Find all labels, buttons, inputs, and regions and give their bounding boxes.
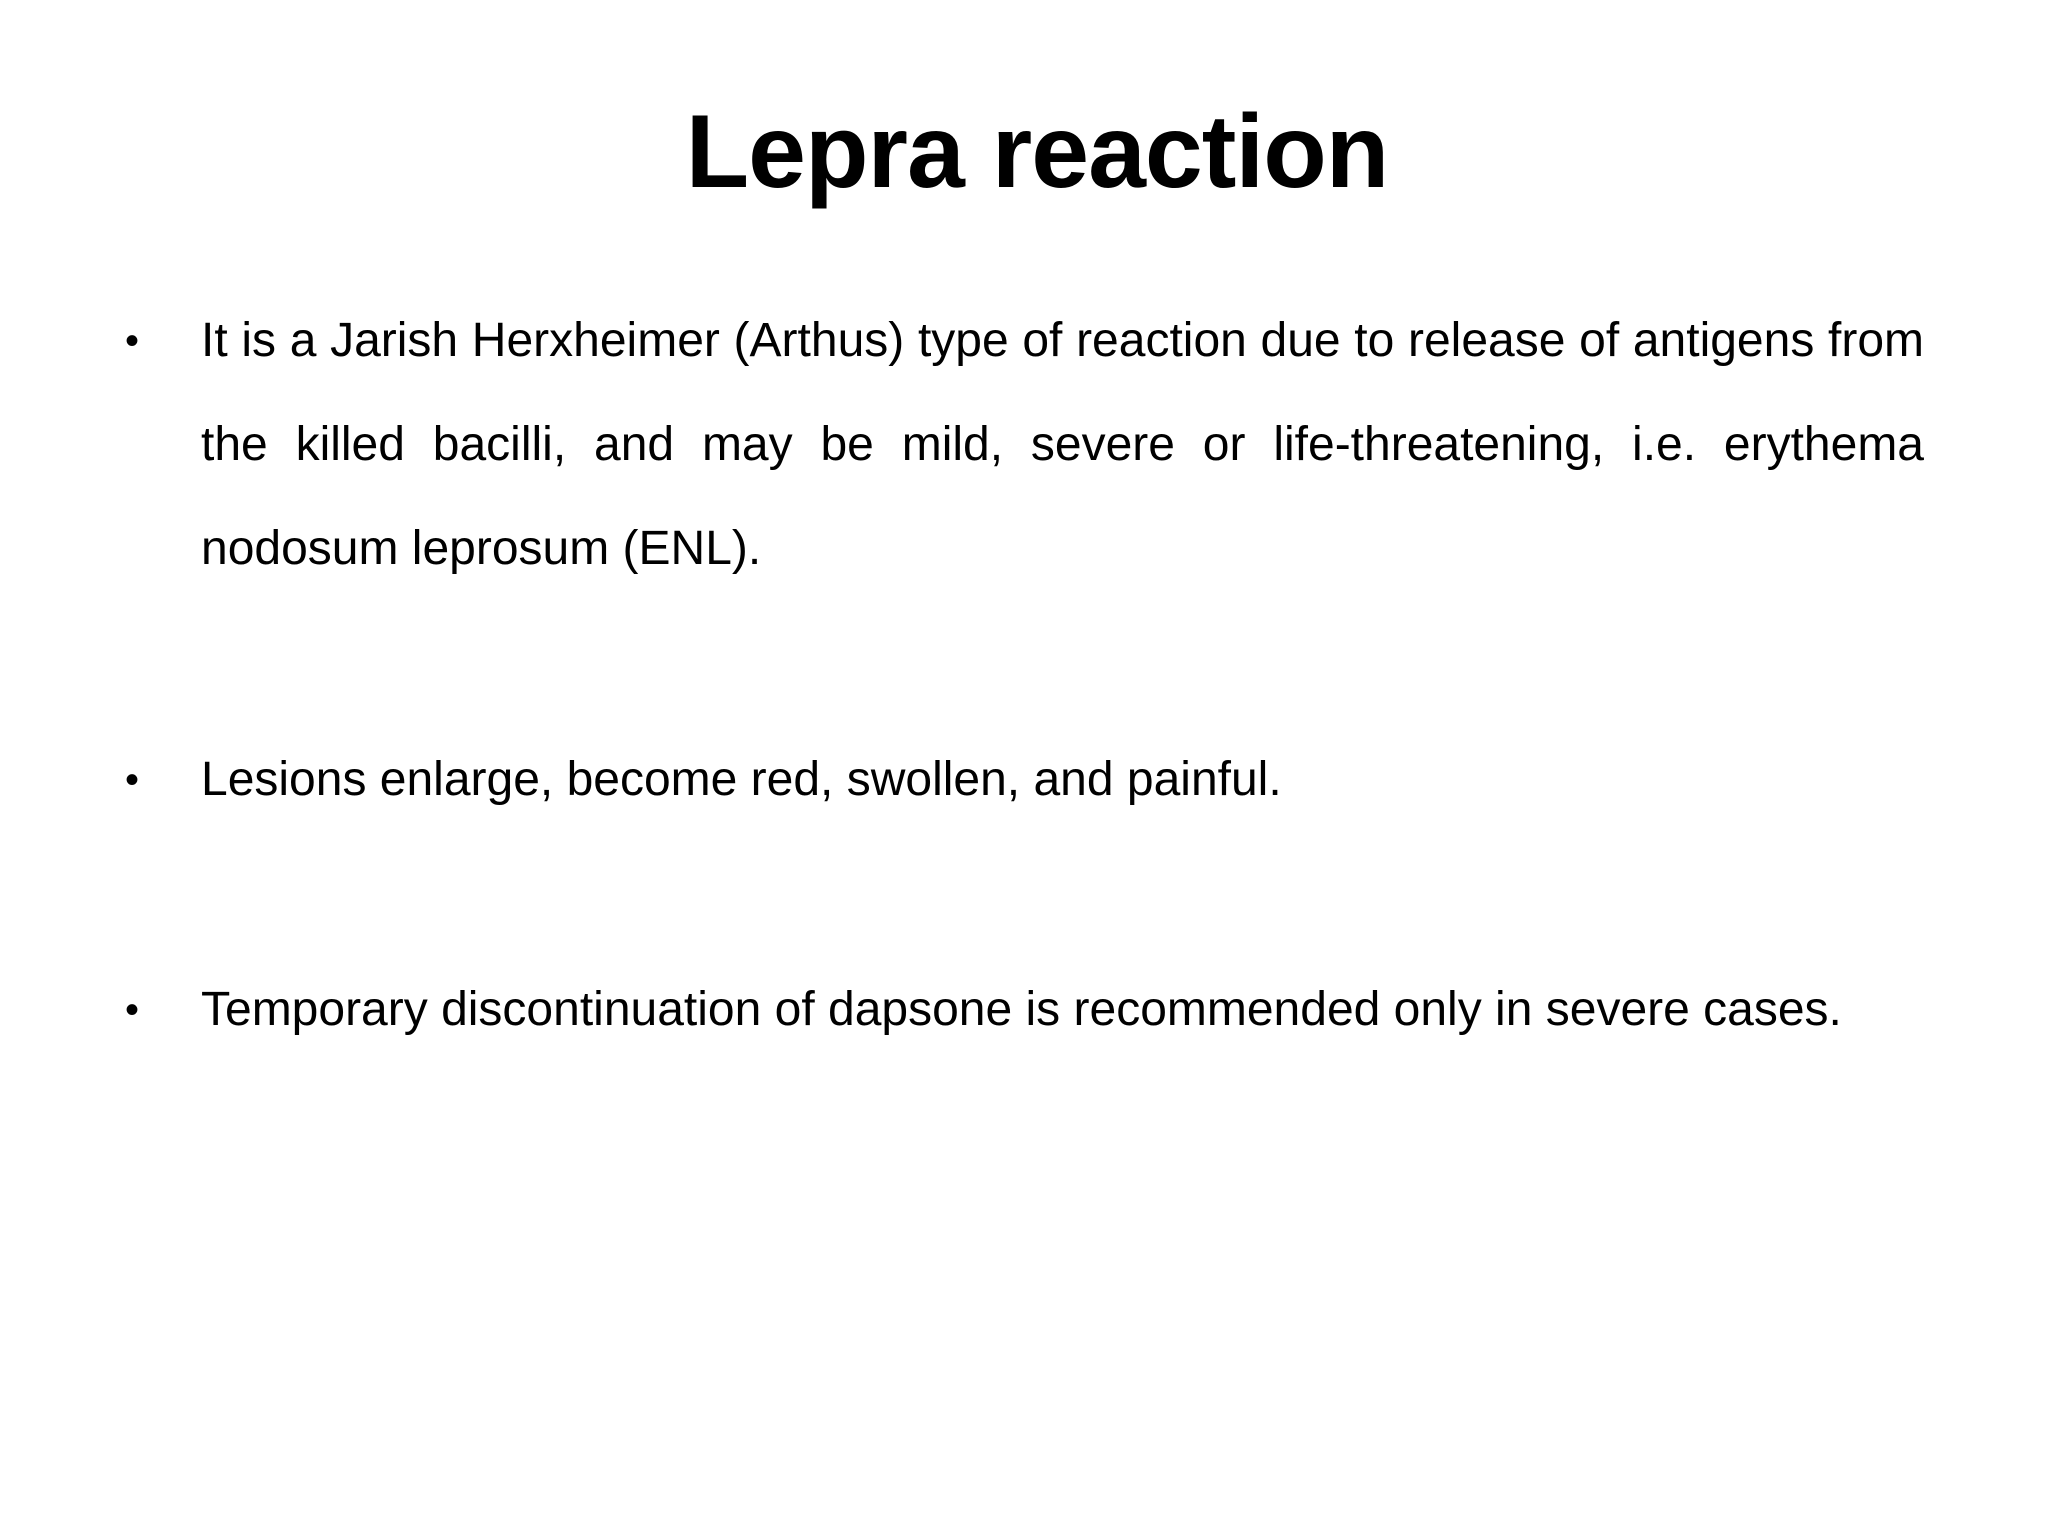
bullet-dot-icon: • xyxy=(124,319,139,363)
bullet-dot-icon: • xyxy=(124,988,139,1032)
bullet-text: Lesions enlarge, become red, swollen, and painful. xyxy=(201,753,1282,806)
bullet-text: Temporary discontinuation of dapsone is recommended only in severe cases. xyxy=(201,983,1842,1036)
slide-title: Lepra reaction xyxy=(685,94,1389,210)
bullet-text: It is a Jarish Herxheimer (Arthus) type of reaction due to release of antigens from the killed bacilli, and may be mild, severe or life-threatening, i.e. erythema nodosum leprosum (ENL). xyxy=(201,314,1924,575)
bullet-dot-icon: • xyxy=(124,758,139,802)
